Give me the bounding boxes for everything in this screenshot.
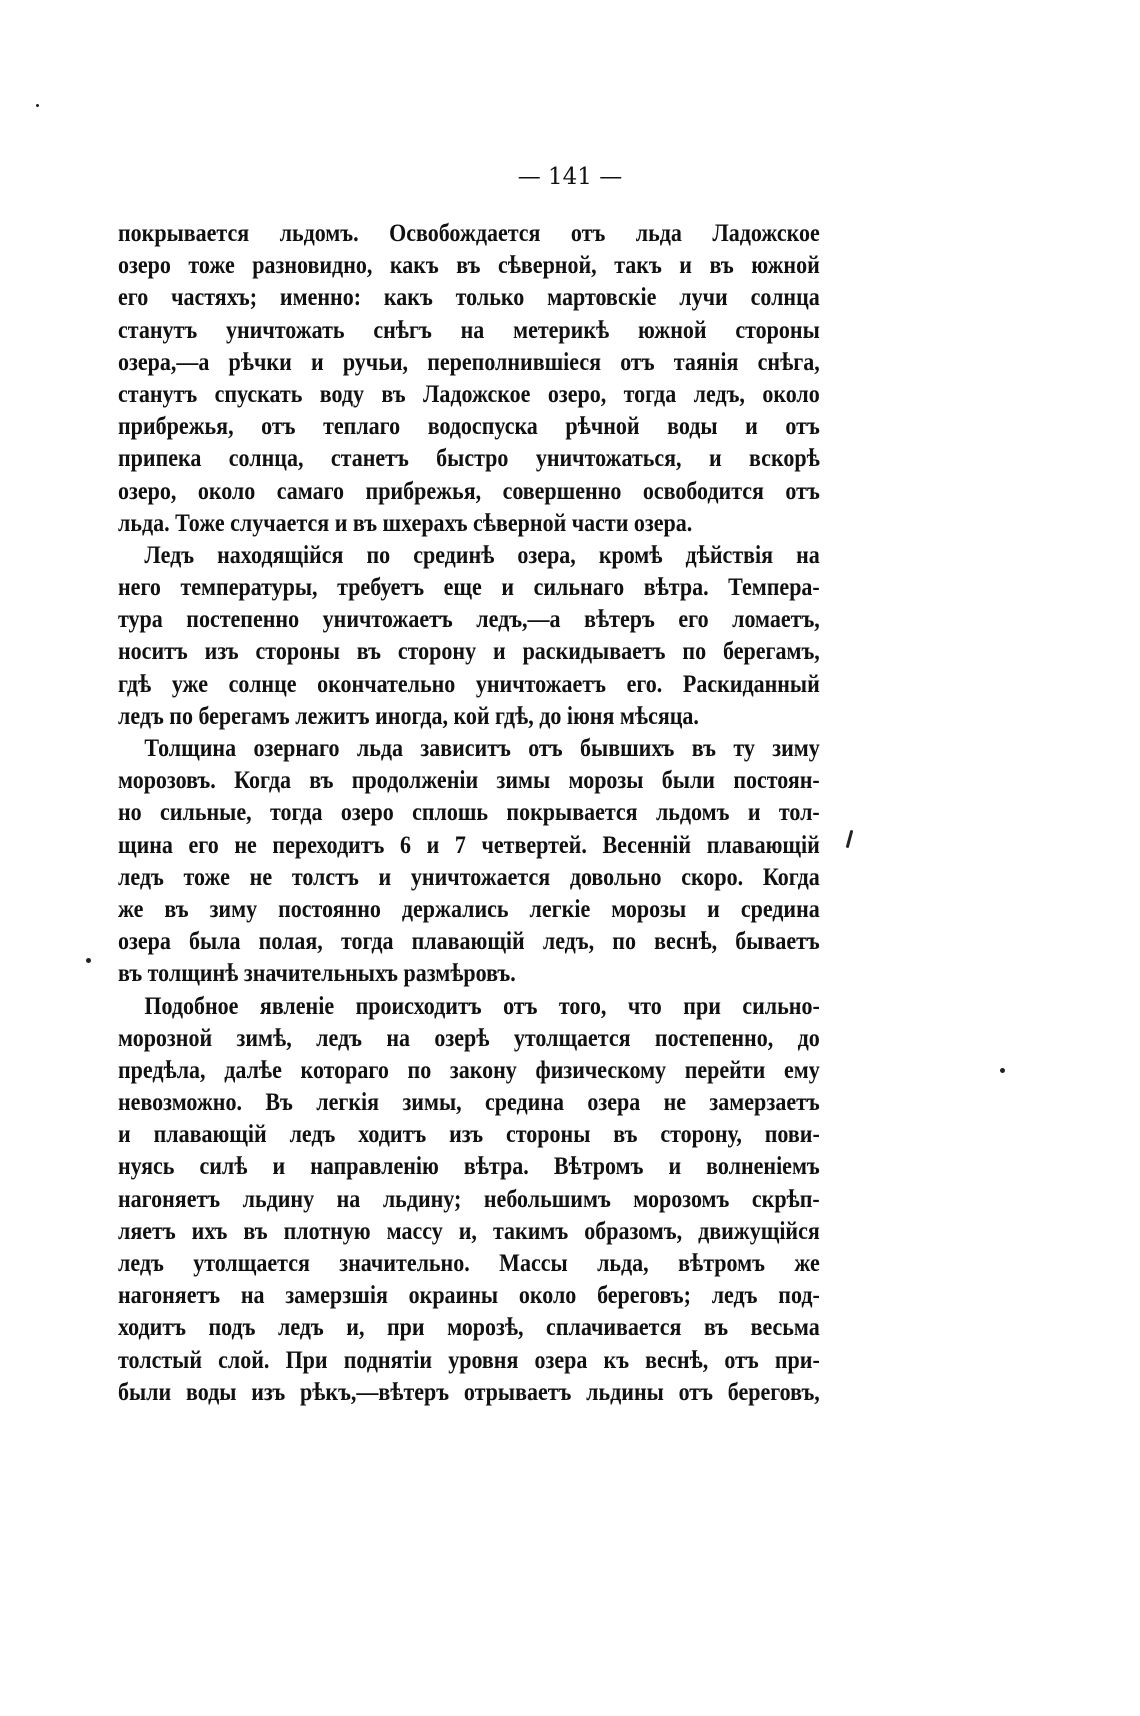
text-line: льда. Тоже случается и въ шхерахъ сѣверной части озера.: [118, 509, 693, 537]
text-line: него температуры, требуетъ еще и сильнаго вѣтра. Темпера-: [118, 574, 820, 602]
text-line: станутъ спускать воду въ Ладожское озеро, тогда ледъ, около: [118, 380, 820, 408]
text-line: прибрежья, отъ теплаго водоспуска рѣчной воды и отъ: [118, 413, 820, 441]
text-line: нуясь силѣ и направленію вѣтра. Вѣтромъ и волненіемъ: [118, 1153, 820, 1181]
text-line: но сильные, тогда озеро сплошь покрывается льдомъ и тол-: [118, 799, 820, 827]
text-line: нагоняетъ на замерзшія окраины около береговъ; ледъ под-: [118, 1282, 820, 1310]
text-line: Ледъ находящійся по срединѣ озера, кромѣ дѣйствія на: [144, 541, 820, 569]
text-line: предѣла, далѣе котораго по закону физическому перейти ему: [118, 1056, 820, 1084]
text-line: толстый слой. При поднятіи уровня озера къ веснѣ, отъ при-: [118, 1346, 820, 1374]
text-line: Толщина озернаго льда зависитъ отъ бывшихъ въ ту зиму: [144, 735, 820, 762]
text-line: невозможно. Въ легкія зимы, средина озера не замерзаетъ: [118, 1089, 820, 1117]
text-line: станутъ уничтожать снѣгъ на метерикѣ южной стороны: [118, 316, 820, 344]
text-line: Подобное явленіе происходитъ отъ того, что при сильно-: [144, 992, 820, 1020]
scan-speck: [36, 104, 39, 107]
body-text: [118, 218, 820, 1409]
text-line: ледъ утолщается значительно. Массы льда, вѣтромъ же: [118, 1250, 820, 1277]
text-line: носитъ изъ стороны въ сторону и раскидываетъ по берегамъ,: [118, 638, 820, 666]
text-line: озеро, около самаго прибрежья, совершенно освободится отъ: [118, 477, 820, 505]
text-line: были воды изъ рѣкъ,—вѣтеръ отрываетъ льдины отъ береговъ,: [118, 1378, 820, 1406]
text-line: озеро тоже разновидно, какъ въ сѣверной, такъ и въ южной: [118, 252, 820, 280]
scan-speck: [1000, 1068, 1005, 1073]
text-line: и плавающій ледъ ходитъ изъ стороны въ сторону, пови-: [118, 1121, 820, 1149]
text-line: морозовъ. Когда въ продолженіи зимы морозы были постоян-: [118, 767, 820, 795]
text-line: морозной зимѣ, ледъ на озерѣ утолщается постепенно, до: [118, 1024, 820, 1052]
scan-speck: [846, 830, 854, 848]
text-line: его частяхъ; именно: какъ только мартовскіе лучи солнца: [118, 284, 820, 312]
text-line: ледъ тоже не толстъ и уничтожается довольно скоро. Когда: [118, 863, 820, 891]
text-line: щина его не переходитъ 6 и 7 четвертей. Весенній плавающій: [118, 831, 820, 859]
text-line: въ толщинѣ значительныхъ размѣровъ.: [118, 960, 516, 988]
text-line: тура постепенно уничтожаетъ ледъ,—а вѣтеръ его ломаетъ,: [118, 606, 820, 634]
text-line: озера была полая, тогда плавающій ледъ, по веснѣ, бываетъ: [118, 928, 820, 956]
text-line: ходитъ подъ ледъ и, при морозѣ, сплачивается въ весьма: [118, 1314, 820, 1342]
scan-speck: [86, 958, 91, 963]
page-number: — 141 —: [517, 164, 623, 190]
text-line: покрывается льдомъ. Освобождается отъ льда Ладожское: [118, 220, 820, 247]
text-line: же въ зиму постоянно держались легкіе морозы и средина: [118, 895, 820, 923]
text-line: гдѣ уже солнце окончательно уничтожаетъ его. Раскиданный: [118, 670, 820, 698]
text-line: ляетъ ихъ въ плотную массу и, такимъ образомъ, движущійся: [118, 1217, 820, 1245]
text-line: припека солнца, станетъ быстро уничтожаться, и вскорѣ: [118, 445, 820, 473]
text-line: нагоняетъ льдину на льдину; небольшимъ морозомъ скрѣп-: [118, 1185, 820, 1213]
text-line: озера,—а рѣчки и ручьи, переполнившіеся отъ таянія снѣга,: [118, 348, 820, 376]
text-line: ледъ по берегамъ лежитъ иногда, кой гдѣ, до іюня мѣсяца.: [118, 702, 699, 730]
